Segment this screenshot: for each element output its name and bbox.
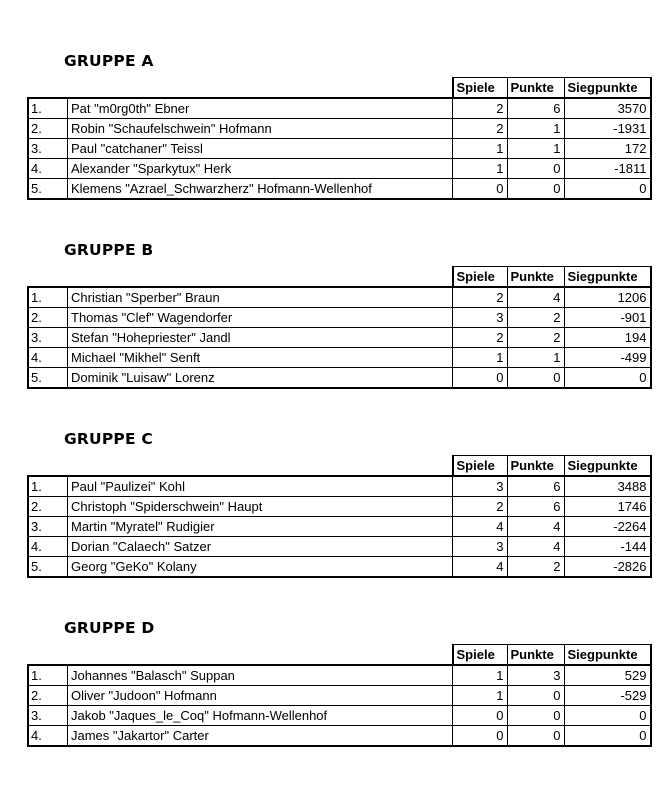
table-row [28,726,651,747]
rank: 1. [28,476,68,497]
punkte-value: 6 [507,98,564,119]
table-row [28,159,651,179]
header-spiele: Spiele [453,456,508,477]
table-row [28,497,651,517]
punkte-value: 4 [507,287,564,308]
punkte-value: 0 [507,159,564,179]
punkte-value: 0 [507,686,564,706]
spiele-value: 2 [453,497,508,517]
rank: 3. [28,328,68,348]
player-name: Michael "Mikhel" Senft [68,348,453,368]
siegpunkte-value: -2264 [564,517,651,537]
header-siegpunkte: Siegpunkte [564,645,651,666]
header-siegpunkte: Siegpunkte [564,456,651,477]
spiele-value: 3 [453,537,508,557]
rank: 5. [28,368,68,389]
header-punkte: Punkte [507,267,564,288]
header-punkte: Punkte [507,645,564,666]
rank: 4. [28,537,68,557]
standings-table [27,266,652,389]
spiele-value: 0 [453,368,508,389]
standings-table [27,455,652,578]
spiele-value: 2 [453,119,508,139]
header-siegpunkte: Siegpunkte [564,267,651,288]
table-header [28,645,651,666]
siegpunkte-value: 172 [564,139,651,159]
punkte-value: 0 [507,706,564,726]
group-title: GRUPPE D [64,619,155,637]
punkte-value: 0 [507,368,564,389]
rank: 1. [28,287,68,308]
siegpunkte-value: -2826 [564,557,651,578]
table-row [28,179,651,200]
player-name: Christian "Sperber" Braun [68,287,453,308]
standings-table [27,644,652,747]
siegpunkte-value: 3570 [564,98,651,119]
header-spiele: Spiele [453,267,508,288]
siegpunkte-value: 529 [564,665,651,686]
punkte-value: 3 [507,665,564,686]
rank: 5. [28,557,68,578]
table-row [28,686,651,706]
spiele-value: 1 [453,159,508,179]
player-name: Johannes "Balasch" Suppan [68,665,453,686]
punkte-value: 2 [507,328,564,348]
table-header [28,267,651,288]
player-name: Georg "GeKo" Kolany [68,557,453,578]
rank: 2. [28,308,68,328]
spiele-value: 0 [453,179,508,200]
table-header [28,456,651,477]
table-row [28,287,651,308]
table-row [28,119,651,139]
siegpunkte-value: 1206 [564,287,651,308]
player-name: James "Jakartor" Carter [68,726,453,747]
player-name: Pat "m0rg0th" Ebner [68,98,453,119]
siegpunkte-value: 0 [564,368,651,389]
siegpunkte-value: 1746 [564,497,651,517]
spiele-value: 1 [453,348,508,368]
player-name: Dominik "Luisaw" Lorenz [68,368,453,389]
player-name: Martin "Myratel" Rudigier [68,517,453,537]
punkte-value: 1 [507,139,564,159]
punkte-value: 4 [507,517,564,537]
player-name: Christoph "Spiderschwein" Haupt [68,497,453,517]
punkte-value: 6 [507,497,564,517]
rank: 2. [28,686,68,706]
player-name: Thomas "Clef" Wagendorfer [68,308,453,328]
group-title: GRUPPE C [64,430,153,448]
table-row [28,665,651,686]
siegpunkte-value: 3488 [564,476,651,497]
rank: 4. [28,726,68,747]
standings-table [27,77,652,200]
rank: 5. [28,179,68,200]
group-title: GRUPPE A [64,52,154,70]
spiele-value: 0 [453,726,508,747]
player-name: Paul "catchaner" Teissl [68,139,453,159]
siegpunkte-value: 0 [564,726,651,747]
siegpunkte-value: -529 [564,686,651,706]
spiele-value: 1 [453,665,508,686]
header-punkte: Punkte [507,78,564,99]
group-title: GRUPPE B [64,241,154,259]
spiele-value: 2 [453,328,508,348]
table-row [28,98,651,119]
rank: 3. [28,517,68,537]
punkte-value: 2 [507,557,564,578]
header-spiele: Spiele [453,78,508,99]
player-name: Robin "Schaufelschwein" Hofmann [68,119,453,139]
rank: 2. [28,119,68,139]
spiele-value: 1 [453,139,508,159]
spiele-value: 2 [453,98,508,119]
table-row [28,517,651,537]
spiele-value: 4 [453,517,508,537]
table-row [28,706,651,726]
siegpunkte-value: -1931 [564,119,651,139]
rank: 4. [28,348,68,368]
spiele-value: 1 [453,686,508,706]
player-name: Oliver "Judoon" Hofmann [68,686,453,706]
spiele-value: 0 [453,706,508,726]
player-name: Alexander "Sparkytux" Herk [68,159,453,179]
table-row [28,308,651,328]
header-siegpunkte: Siegpunkte [564,78,651,99]
punkte-value: 0 [507,726,564,747]
player-name: Klemens "Azrael_Schwarzherz" Hofmann-Wellenhof [68,179,453,200]
rank: 2. [28,497,68,517]
table-row [28,328,651,348]
rank: 3. [28,706,68,726]
punkte-value: 2 [507,308,564,328]
player-name: Dorian "Calaech" Satzer [68,537,453,557]
table-row [28,348,651,368]
header-punkte: Punkte [507,456,564,477]
siegpunkte-value: 0 [564,706,651,726]
siegpunkte-value: -499 [564,348,651,368]
punkte-value: 1 [507,119,564,139]
punkte-value: 6 [507,476,564,497]
siegpunkte-value: -144 [564,537,651,557]
rank: 3. [28,139,68,159]
punkte-value: 4 [507,537,564,557]
table-row [28,139,651,159]
spiele-value: 3 [453,476,508,497]
punkte-value: 0 [507,179,564,200]
player-name: Paul "Paulizei" Kohl [68,476,453,497]
header-spiele: Spiele [453,645,508,666]
table-row [28,368,651,389]
table-row [28,476,651,497]
siegpunkte-value: -901 [564,308,651,328]
rank: 1. [28,98,68,119]
rank: 1. [28,665,68,686]
player-name: Jakob "Jaques_le_Coq" Hofmann-Wellenhof [68,706,453,726]
spiele-value: 3 [453,308,508,328]
siegpunkte-value: 194 [564,328,651,348]
spiele-value: 4 [453,557,508,578]
spiele-value: 2 [453,287,508,308]
table-row [28,557,651,578]
rank: 4. [28,159,68,179]
table-header [28,78,651,99]
player-name: Stefan "Hohepriester" Jandl [68,328,453,348]
siegpunkte-value: -1811 [564,159,651,179]
table-row [28,537,651,557]
punkte-value: 1 [507,348,564,368]
siegpunkte-value: 0 [564,179,651,200]
